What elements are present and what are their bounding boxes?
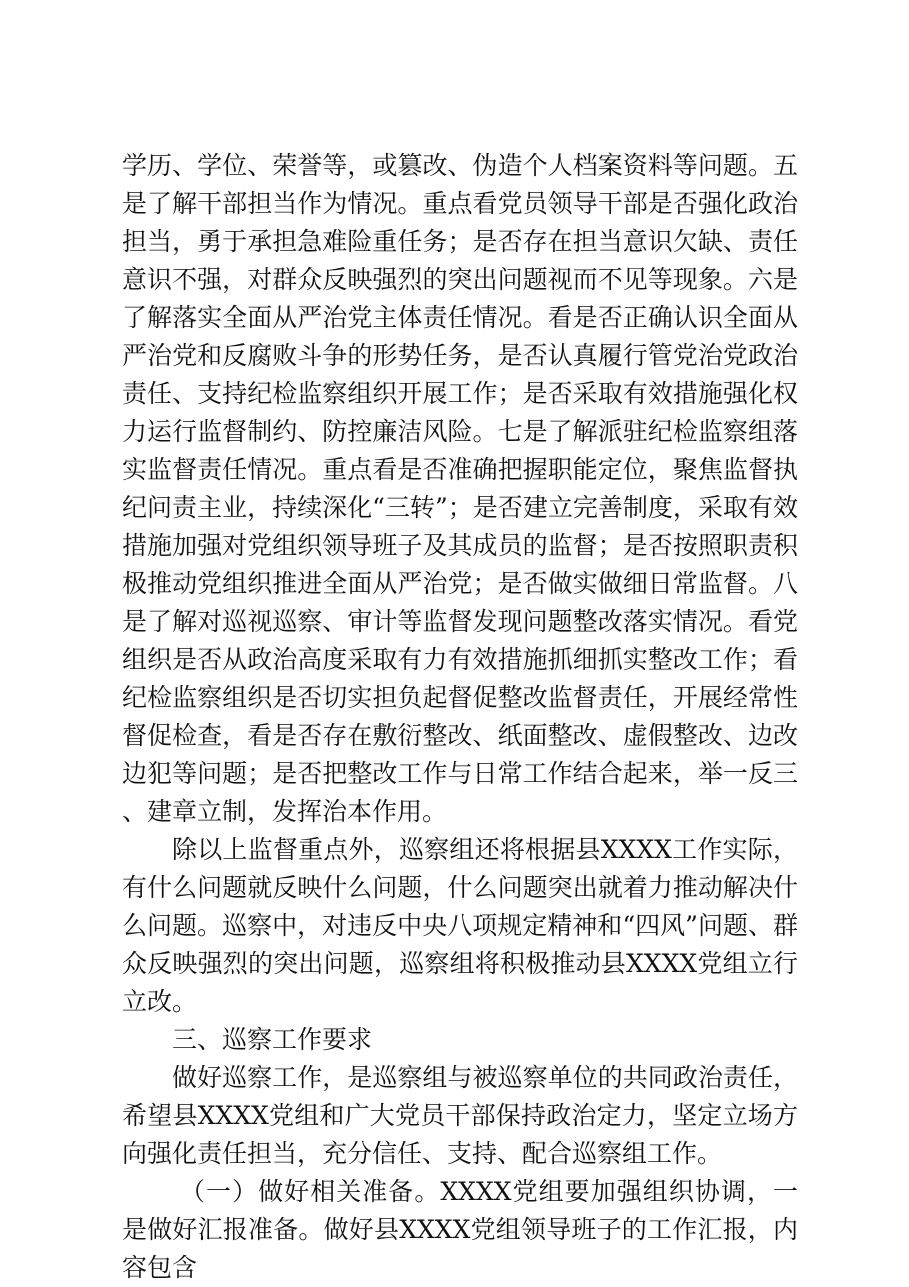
body-paragraph-preparation: （一）做好相关准备。XXXX党组要加强组织协调，一是做好汇报准备。做好县XXXX党组领导班子的工作汇报，内容包含 — [122, 1177, 798, 1282]
body-paragraph-shared-responsibility: 做好巡察工作，是巡察组与被巡察单位的共同政治责任，希望县XXXX党组和广大党员干部保持政治定力，坚定立场方向强化责任担当，充分信任、支持、配合巡察组工作。 — [122, 1063, 798, 1168]
document-page — [122, 147, 798, 1287]
body-paragraph-other-focus: 除以上监督重点外，巡察组还将根据县XXXX工作实际，有什么问题就反映什么问题，什么问题突出就着力推动解决什么问题。巡察中，对违反中央八项规定精神和“四风”问题、群众反映强烈的突出问题，巡察组将积极推动县XXXX党组立行立改。 — [122, 835, 798, 1016]
section-heading-requirements: 三、巡察工作要求 — [172, 1025, 373, 1054]
body-paragraph-supervision-items: 学历、学位、荣誉等，或篡改、伪造个人档案资料等问题。五是了解干部担当作为情况。重点看党员领导干部是否强化政治担当，勇于承担急难险重任务；是否存在担当意识欠缺、责任意识不强，对群众反映强烈的突出问题视而不见等现象。六是了解落实全面从严治党主体责任情况。看是否正确认识全面从严治党和反腐败斗争的形势任务，是否认真履行管党治党政治责任、支持纪检监察组织开展工作；是否采取有效措施强化权力运行监督制约、防控廉洁风险。七是了解派驻纪检监察组落实监督责任情况。重点看是否准确把握职能定位，聚焦监督执纪问责主业，持续深化“三转”；是否建立完善制度，采取有效措施加强对党组织领导班子及其成员的监督；是否按照职责积极推动党组织推进全面从严治党；是否做实做细日常监督。八是了解对巡视巡察、审计等监督发现问题整改落实情况。看党组织是否从政治高度采取有力有效措施抓细抓实整改工作；看纪检监察组织是否切实担负起督促整改监督责任，开展经常性督促检查，看是否存在敷衍整改、纸面整改、虚假整改、边改边犯等问题；是否把整改工作与日常工作结合起来，举一反三、建章立制，发挥治本作用。 — [122, 151, 798, 826]
